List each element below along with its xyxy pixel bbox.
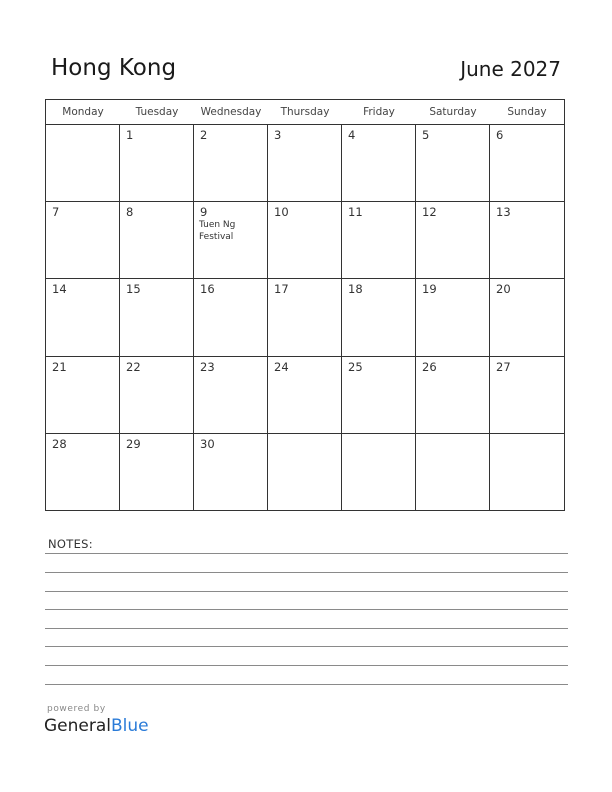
day-number: 25 <box>348 359 363 374</box>
brand-logo[interactable] <box>44 716 149 736</box>
day-cell[interactable] <box>342 125 416 202</box>
day-cell[interactable] <box>490 279 564 356</box>
day-cell[interactable] <box>268 202 342 279</box>
calendar-title: Hong Kong <box>51 55 177 81</box>
day-cell[interactable] <box>416 202 490 279</box>
day-number: 14 <box>52 282 67 297</box>
day-cell[interactable] <box>194 279 268 356</box>
notes-line <box>45 591 568 592</box>
notes-line <box>45 572 568 573</box>
weekday-label: Monday <box>62 106 104 118</box>
day-number: 5 <box>422 128 430 142</box>
day-cell[interactable] <box>342 357 416 434</box>
day-cell[interactable] <box>194 434 268 511</box>
day-number: 6 <box>496 128 504 142</box>
day-number: 28 <box>52 436 67 451</box>
day-number: 19 <box>422 282 437 297</box>
day-number: 15 <box>126 282 141 297</box>
notes-line <box>45 628 568 629</box>
day-number: 27 <box>496 359 511 374</box>
day-cell[interactable] <box>120 125 194 202</box>
day-number: 26 <box>422 359 437 374</box>
holiday-event: Tuen Ng Festival <box>199 220 236 243</box>
day-cell[interactable] <box>46 279 120 356</box>
day-cell[interactable] <box>342 434 416 511</box>
day-number: 18 <box>348 282 363 297</box>
day-number: 9 <box>200 205 208 220</box>
brand-blue: Blue <box>111 716 149 736</box>
day-number: 7 <box>52 205 60 220</box>
day-number: 2 <box>200 128 208 142</box>
day-cell[interactable] <box>416 125 490 202</box>
weekday-label: Wednesday <box>200 106 262 118</box>
notes-line <box>45 609 568 610</box>
day-cell[interactable] <box>268 279 342 356</box>
day-cell[interactable] <box>268 125 342 202</box>
day-number: 1 <box>126 128 134 142</box>
weekday-label: Saturday <box>429 106 477 118</box>
day-cell[interactable] <box>46 434 120 511</box>
day-number: 16 <box>200 282 215 297</box>
day-number: 12 <box>422 205 437 220</box>
weekday-header <box>46 100 564 125</box>
day-number: 8 <box>126 205 134 220</box>
day-cell[interactable] <box>490 125 564 202</box>
day-number: 11 <box>348 205 363 220</box>
day-cell[interactable] <box>120 434 194 511</box>
day-cell[interactable] <box>46 125 120 202</box>
day-number: 29 <box>126 436 141 451</box>
day-cell[interactable] <box>342 279 416 356</box>
notes-line <box>45 553 568 554</box>
day-cell[interactable] <box>416 434 490 511</box>
day-cell[interactable] <box>268 434 342 511</box>
days-grid <box>46 125 564 511</box>
day-number: 23 <box>200 359 215 374</box>
weekday-label: Thursday <box>280 106 330 118</box>
day-cell[interactable] <box>120 279 194 356</box>
day-cell[interactable] <box>416 357 490 434</box>
day-number: 20 <box>496 282 511 297</box>
day-cell[interactable] <box>120 357 194 434</box>
calendar-grid <box>45 99 565 511</box>
day-number: 24 <box>274 359 289 374</box>
powered-by-text: powered by <box>47 704 106 714</box>
notes-line <box>45 684 568 685</box>
brand-general: General <box>44 716 111 736</box>
day-cell[interactable] <box>490 357 564 434</box>
day-number: 13 <box>496 205 511 220</box>
day-cell[interactable] <box>194 357 268 434</box>
day-number: 4 <box>348 128 356 142</box>
day-cell[interactable] <box>416 279 490 356</box>
day-number: 21 <box>52 359 67 374</box>
notes-line <box>45 665 568 666</box>
day-number: 3 <box>274 128 282 142</box>
weekday-label: Sunday <box>507 106 547 118</box>
day-cell[interactable] <box>490 434 564 511</box>
day-number: 22 <box>126 359 141 374</box>
day-cell[interactable] <box>194 202 268 279</box>
day-cell[interactable] <box>268 357 342 434</box>
day-cell[interactable] <box>490 202 564 279</box>
day-cell[interactable] <box>120 202 194 279</box>
notes-label: NOTES: <box>48 537 93 551</box>
day-number: 17 <box>274 282 289 297</box>
day-cell[interactable] <box>342 202 416 279</box>
day-number: 10 <box>274 205 289 220</box>
day-cell[interactable] <box>194 125 268 202</box>
calendar-month: June 2027 <box>460 57 561 81</box>
day-cell[interactable] <box>46 202 120 279</box>
notes-line <box>45 646 568 647</box>
weekday-label: Tuesday <box>135 106 179 118</box>
weekday-label: Friday <box>363 106 395 118</box>
day-cell[interactable] <box>46 357 120 434</box>
day-number: 30 <box>200 436 215 451</box>
